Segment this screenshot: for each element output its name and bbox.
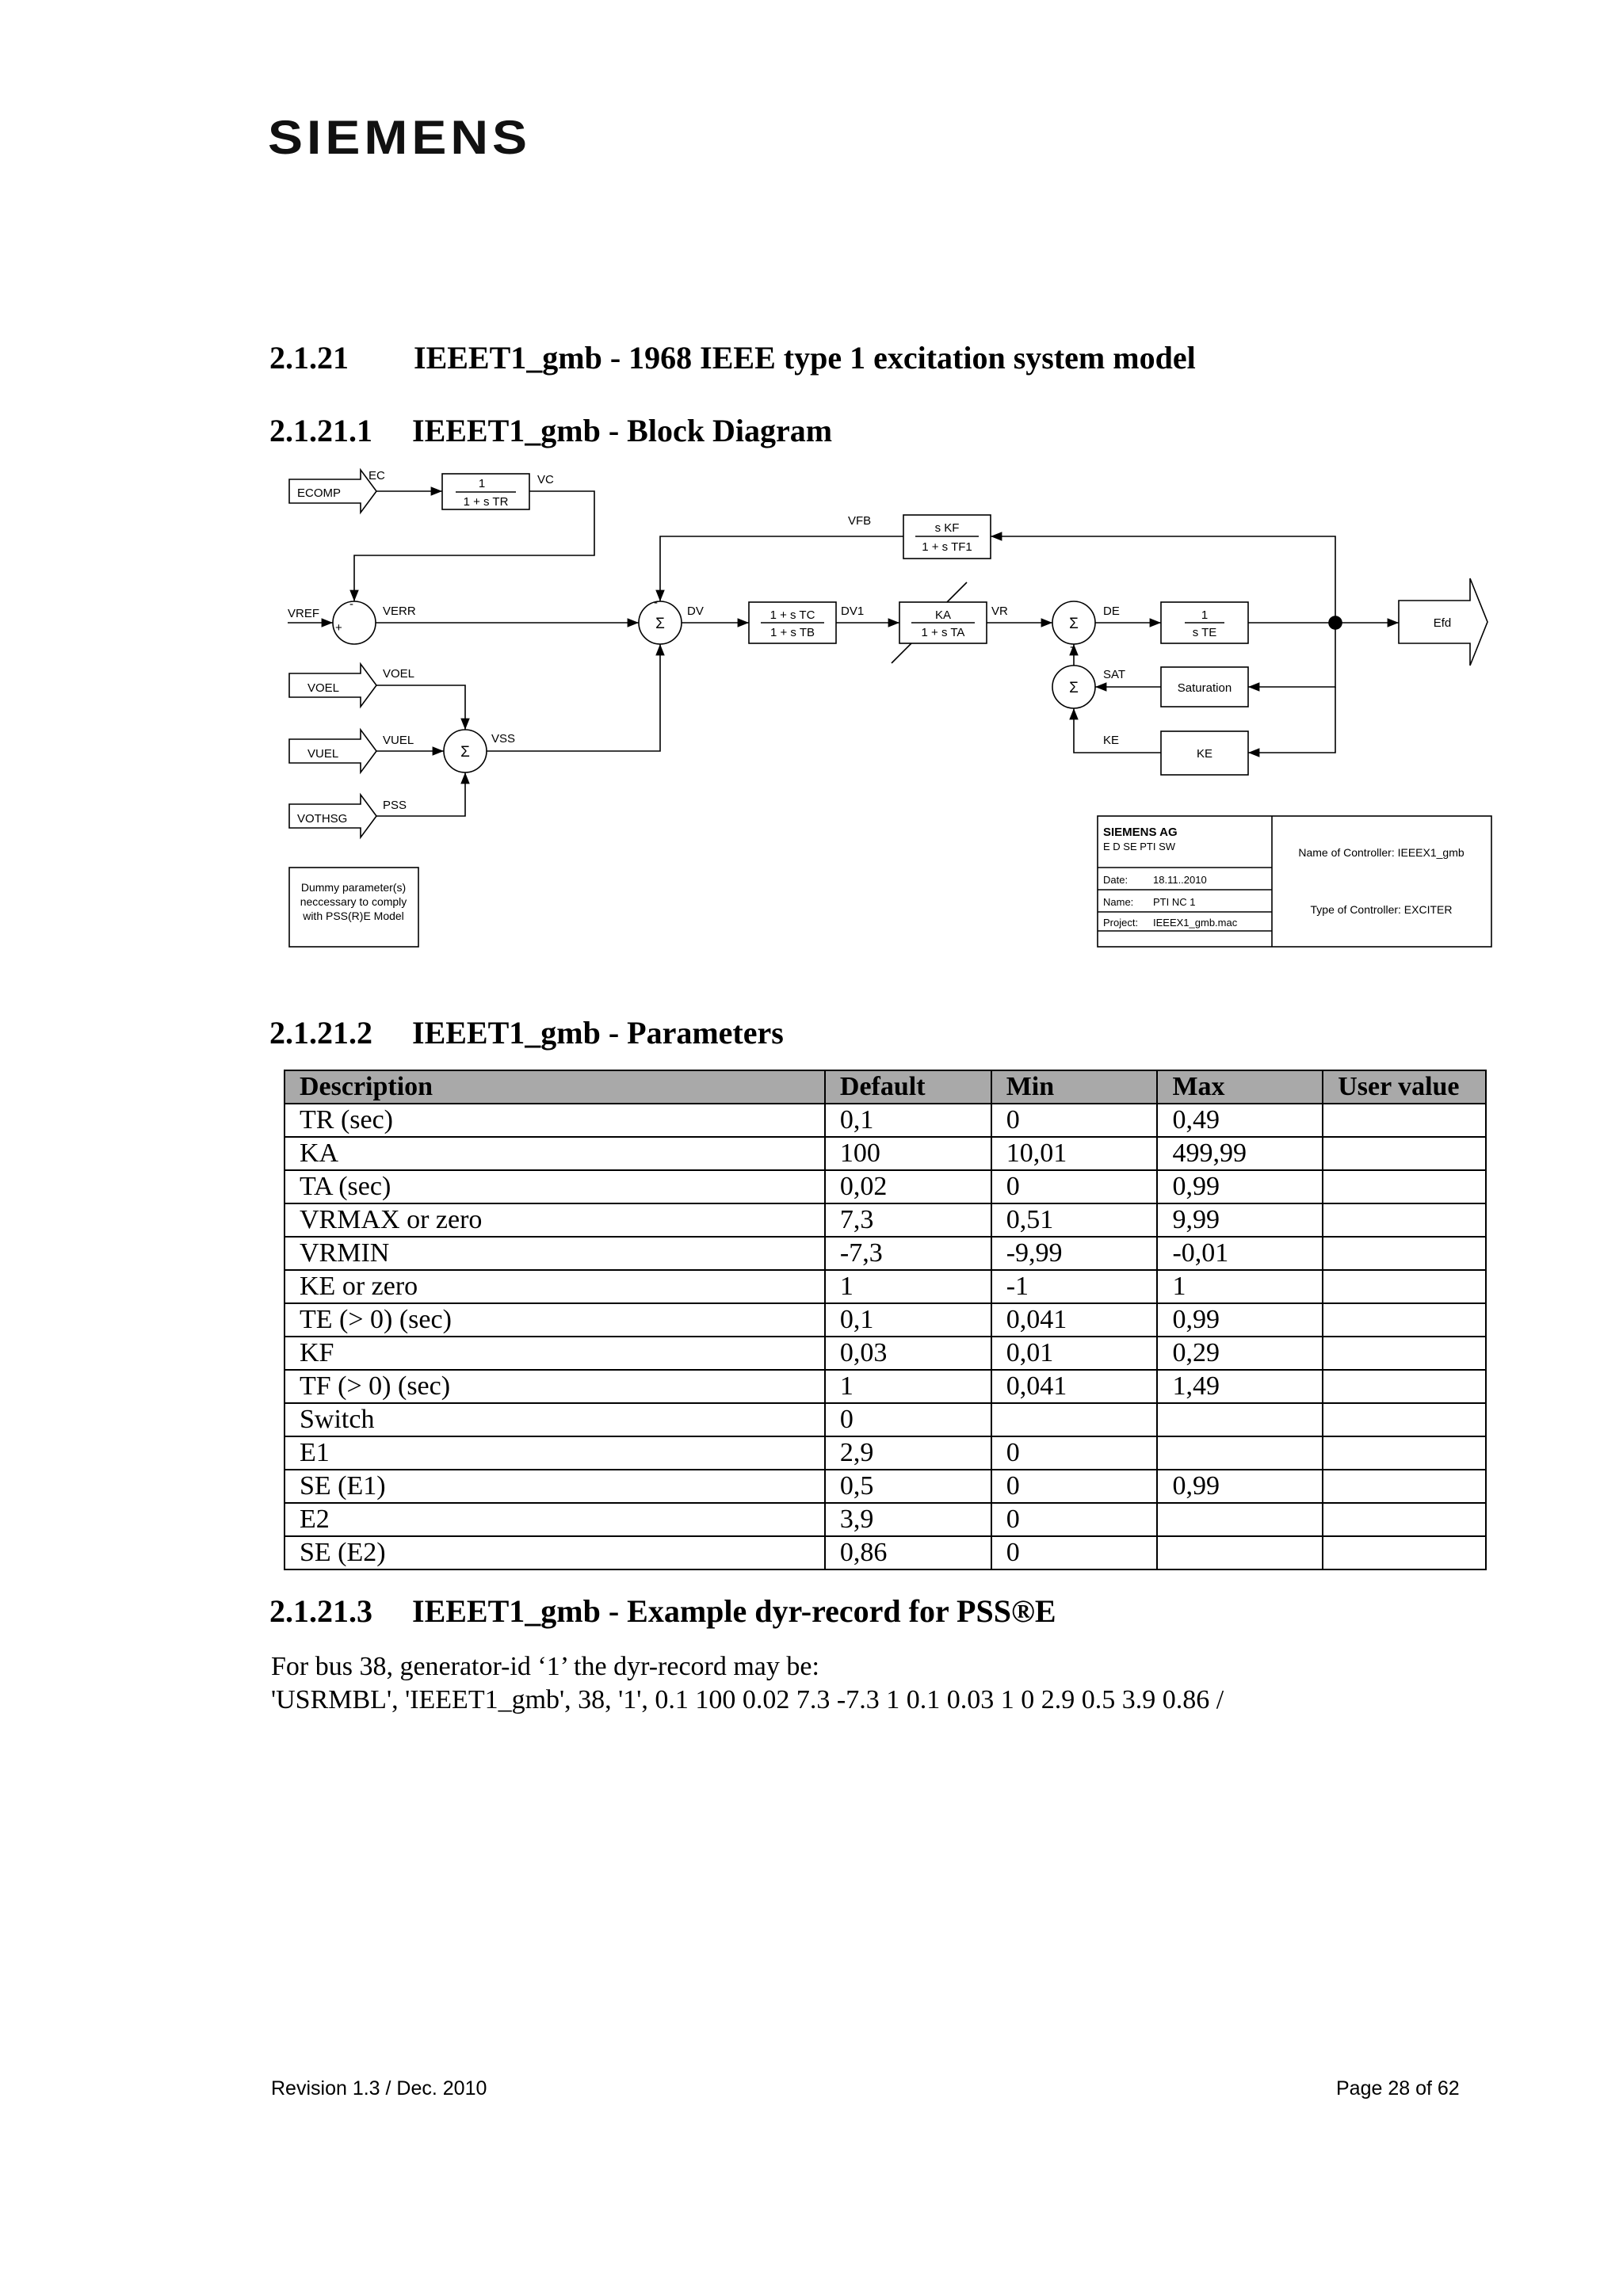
footer-revision: Revision 1.3 / Dec. 2010 bbox=[271, 2077, 487, 2100]
table-row bbox=[285, 1436, 1486, 1470]
label-ecomp: ECOMP bbox=[297, 486, 342, 500]
section-number: 2.1.21.1 bbox=[269, 413, 372, 448]
table-cell bbox=[1157, 1536, 1323, 1569]
lead-num: 1 + s TC bbox=[769, 608, 815, 622]
table-cell: 2,9 bbox=[825, 1436, 991, 1470]
table-cell: 0,5 bbox=[825, 1470, 991, 1503]
table-cell: 10,01 bbox=[991, 1137, 1158, 1170]
tb-controller-name: Name of Controller: IEEEX1_gmb bbox=[1298, 846, 1465, 859]
table-cell: SE (E1) bbox=[285, 1470, 825, 1503]
section-number: 2.1.21.3 bbox=[269, 1593, 372, 1629]
table-cell: 0,86 bbox=[825, 1536, 991, 1569]
table-cell: 0,03 bbox=[825, 1337, 991, 1370]
saturation-label: Saturation bbox=[1177, 681, 1232, 695]
table-cell: -0,01 bbox=[1157, 1237, 1323, 1270]
label-voel-input: VOEL bbox=[307, 681, 340, 695]
sigma-sat: Σ bbox=[1069, 680, 1079, 696]
table-cell bbox=[1323, 1470, 1486, 1503]
tb-date-label: Date: bbox=[1103, 874, 1128, 886]
table-cell: 9,99 bbox=[1157, 1203, 1323, 1237]
table-cell bbox=[1323, 1170, 1486, 1203]
table-cell: 1 bbox=[825, 1370, 991, 1403]
table-cell: TF (> 0) (sec) bbox=[285, 1370, 825, 1403]
verr-minus: - bbox=[349, 597, 353, 611]
section-number: 2.1.21.2 bbox=[269, 1015, 372, 1051]
label-efd: Efd bbox=[1433, 616, 1452, 630]
label-vref: VREF bbox=[288, 607, 320, 620]
table-cell: 0 bbox=[991, 1170, 1158, 1203]
table-cell bbox=[1323, 1104, 1486, 1137]
te-den: s TE bbox=[1192, 626, 1217, 639]
sigma-dv: Σ bbox=[655, 616, 665, 632]
section-heading-main bbox=[269, 339, 1196, 376]
table-cell: -9,99 bbox=[991, 1237, 1158, 1270]
table-row bbox=[285, 1137, 1486, 1170]
kf-num: s KF bbox=[934, 521, 960, 535]
table-cell: 0,99 bbox=[1157, 1470, 1323, 1503]
ka-num: KA bbox=[934, 608, 952, 622]
table-cell: 0,51 bbox=[991, 1203, 1158, 1237]
table-cell: 0,01 bbox=[991, 1337, 1158, 1370]
label-dv1: DV1 bbox=[841, 605, 865, 618]
label-voel: VOEL bbox=[383, 667, 415, 681]
label-verr: VERR bbox=[383, 605, 416, 618]
tb-project-label: Project: bbox=[1103, 917, 1139, 929]
tb-company: SIEMENS AG bbox=[1103, 826, 1178, 839]
table-row bbox=[285, 1270, 1486, 1303]
table-cell: E2 bbox=[285, 1503, 825, 1536]
label-dv: DV bbox=[687, 605, 704, 618]
table-cell: KA bbox=[285, 1137, 825, 1170]
table-header-row bbox=[285, 1070, 1486, 1104]
footer-page-number: Page 28 of 62 bbox=[1336, 2077, 1460, 2100]
table-cell: TR (sec) bbox=[285, 1104, 825, 1137]
table-cell bbox=[991, 1403, 1158, 1436]
tb-name-value: PTI NC 1 bbox=[1153, 896, 1196, 908]
label-de: DE bbox=[1103, 605, 1120, 618]
table-cell bbox=[1323, 1503, 1486, 1536]
tb-project-value: IEEEX1_gmb.mac bbox=[1153, 917, 1238, 929]
table-cell: 0,99 bbox=[1157, 1170, 1323, 1203]
siemens-logo: SIEMENS bbox=[268, 109, 532, 164]
label-vuel: VUEL bbox=[383, 734, 414, 747]
table-cell bbox=[1323, 1337, 1486, 1370]
tb-date-value: 18.11..2010 bbox=[1153, 874, 1207, 886]
table-cell bbox=[1323, 1536, 1486, 1569]
dyr-intro-text: For bus 38, generator-id ‘1’ the dyr-record may be: bbox=[271, 1652, 819, 1681]
table-row bbox=[285, 1536, 1486, 1569]
section-title: IEEET1_gmb - Block Diagram bbox=[412, 413, 833, 448]
table-cell: 1,49 bbox=[1157, 1370, 1323, 1403]
block-diagram bbox=[281, 463, 1494, 955]
label-vuel-input: VUEL bbox=[307, 747, 339, 761]
te-num: 1 bbox=[1201, 608, 1209, 622]
table-cell: 0,1 bbox=[825, 1104, 991, 1137]
table-cell bbox=[1157, 1503, 1323, 1536]
table-row bbox=[285, 1203, 1486, 1237]
table-cell: 1 bbox=[825, 1270, 991, 1303]
section-heading-parameters bbox=[269, 1014, 784, 1051]
table-cell bbox=[1157, 1403, 1323, 1436]
table-cell: E1 bbox=[285, 1436, 825, 1470]
column-header: Default bbox=[825, 1070, 991, 1104]
table-cell bbox=[1323, 1137, 1486, 1170]
table-body bbox=[285, 1104, 1486, 1569]
label-sat: SAT bbox=[1103, 668, 1126, 681]
table-row bbox=[285, 1370, 1486, 1403]
section-title: IEEET1_gmb - 1968 IEEE type 1 excitation system model bbox=[414, 340, 1196, 376]
table-row bbox=[285, 1403, 1486, 1436]
tr-den: 1 + s TR bbox=[463, 495, 509, 509]
table-cell bbox=[1323, 1270, 1486, 1303]
table-row bbox=[285, 1503, 1486, 1536]
vref-plus: + bbox=[335, 621, 342, 635]
table-cell: KE or zero bbox=[285, 1270, 825, 1303]
tb-controller-type: Type of Controller: EXCITER bbox=[1310, 903, 1453, 916]
table-cell: -7,3 bbox=[825, 1237, 991, 1270]
dv-minus: - bbox=[654, 596, 658, 609]
table-cell: 0,02 bbox=[825, 1170, 991, 1203]
table-cell: TE (> 0) (sec) bbox=[285, 1303, 825, 1337]
de-minus: - bbox=[1070, 640, 1074, 654]
label-vc: VC bbox=[537, 473, 554, 486]
table-cell: 0 bbox=[991, 1436, 1158, 1470]
section-number: 2.1.21 bbox=[269, 340, 349, 376]
label-vothsg: VOTHSG bbox=[297, 812, 348, 826]
table-cell: 0,041 bbox=[991, 1370, 1158, 1403]
table-cell bbox=[1323, 1370, 1486, 1403]
table-cell: 0 bbox=[991, 1503, 1158, 1536]
ka-den: 1 + s TA bbox=[921, 626, 965, 639]
table-cell: VRMIN bbox=[285, 1237, 825, 1270]
label-ec: EC bbox=[369, 469, 385, 482]
ke-label: KE bbox=[1196, 747, 1213, 761]
tb-dept: E D SE PTI SW bbox=[1103, 841, 1176, 852]
table-cell bbox=[1323, 1203, 1486, 1237]
table-cell: 0 bbox=[991, 1536, 1158, 1569]
table-cell: 3,9 bbox=[825, 1503, 991, 1536]
column-header: Max bbox=[1157, 1070, 1323, 1104]
label-vss: VSS bbox=[491, 732, 516, 746]
table-cell bbox=[1323, 1237, 1486, 1270]
table-cell: KF bbox=[285, 1337, 825, 1370]
table-cell bbox=[1323, 1303, 1486, 1337]
table-row bbox=[285, 1303, 1486, 1337]
dummy-note-line-1: Dummy parameter(s) bbox=[300, 881, 407, 894]
table-cell bbox=[1323, 1436, 1486, 1470]
table-cell: TA (sec) bbox=[285, 1170, 825, 1203]
column-header: User value bbox=[1323, 1070, 1486, 1104]
table-cell: 100 bbox=[825, 1137, 991, 1170]
sigma-vss: Σ bbox=[460, 744, 470, 761]
table-cell: 499,99 bbox=[1157, 1137, 1323, 1170]
column-header: Description bbox=[285, 1070, 825, 1104]
table-cell: -1 bbox=[991, 1270, 1158, 1303]
section-heading-block-diagram bbox=[269, 412, 832, 449]
table-row bbox=[285, 1237, 1486, 1270]
table-cell: 0 bbox=[991, 1104, 1158, 1137]
table-row bbox=[285, 1170, 1486, 1203]
section-title: IEEET1_gmb - Parameters bbox=[412, 1015, 784, 1051]
table-cell: VRMAX or zero bbox=[285, 1203, 825, 1237]
table-row bbox=[285, 1337, 1486, 1370]
table-cell: 0,29 bbox=[1157, 1337, 1323, 1370]
lead-den: 1 + s TB bbox=[769, 626, 815, 639]
dyr-record-text: 'USRMBL', 'IEEET1_gmb', 38, '1', 0.1 100 0.02 7.3 -7.3 1 0.1 0.03 1 0 2.9 0.5 3.9 0.86 / bbox=[271, 1685, 1224, 1714]
kf-den: 1 + s TF1 bbox=[922, 540, 972, 554]
section-title: IEEET1_gmb - Example dyr-record for PSS®E bbox=[412, 1593, 1056, 1629]
table-cell: 0,1 bbox=[825, 1303, 991, 1337]
label-pss: PSS bbox=[383, 799, 407, 812]
dummy-note-line-2: neccessary to comply bbox=[300, 895, 407, 908]
tb-name-label: Name: bbox=[1103, 896, 1134, 908]
table-cell: 0,99 bbox=[1157, 1303, 1323, 1337]
table-cell: 7,3 bbox=[825, 1203, 991, 1237]
tr-num: 1 bbox=[478, 477, 486, 490]
label-vr: VR bbox=[991, 605, 1008, 618]
parameters-table bbox=[284, 1070, 1487, 1570]
label-ke-signal: KE bbox=[1103, 734, 1120, 747]
dummy-note-line-3: with PSS(R)E Model bbox=[303, 910, 404, 922]
table-cell bbox=[1323, 1403, 1486, 1436]
label-vfb: VFB bbox=[848, 514, 872, 528]
column-header: Min bbox=[991, 1070, 1158, 1104]
section-heading-dyr-record bbox=[269, 1592, 1056, 1630]
table-row bbox=[285, 1104, 1486, 1137]
sigma-de: Σ bbox=[1069, 616, 1079, 632]
table-cell: 1 bbox=[1157, 1270, 1323, 1303]
table-cell: 0 bbox=[825, 1403, 991, 1436]
table-cell bbox=[1157, 1436, 1323, 1470]
table-row bbox=[285, 1470, 1486, 1503]
table-cell: 0,041 bbox=[991, 1303, 1158, 1337]
table-cell: Switch bbox=[285, 1403, 825, 1436]
table-cell: 0 bbox=[991, 1470, 1158, 1503]
table-cell: SE (E2) bbox=[285, 1536, 825, 1569]
table-cell: 0,49 bbox=[1157, 1104, 1323, 1137]
